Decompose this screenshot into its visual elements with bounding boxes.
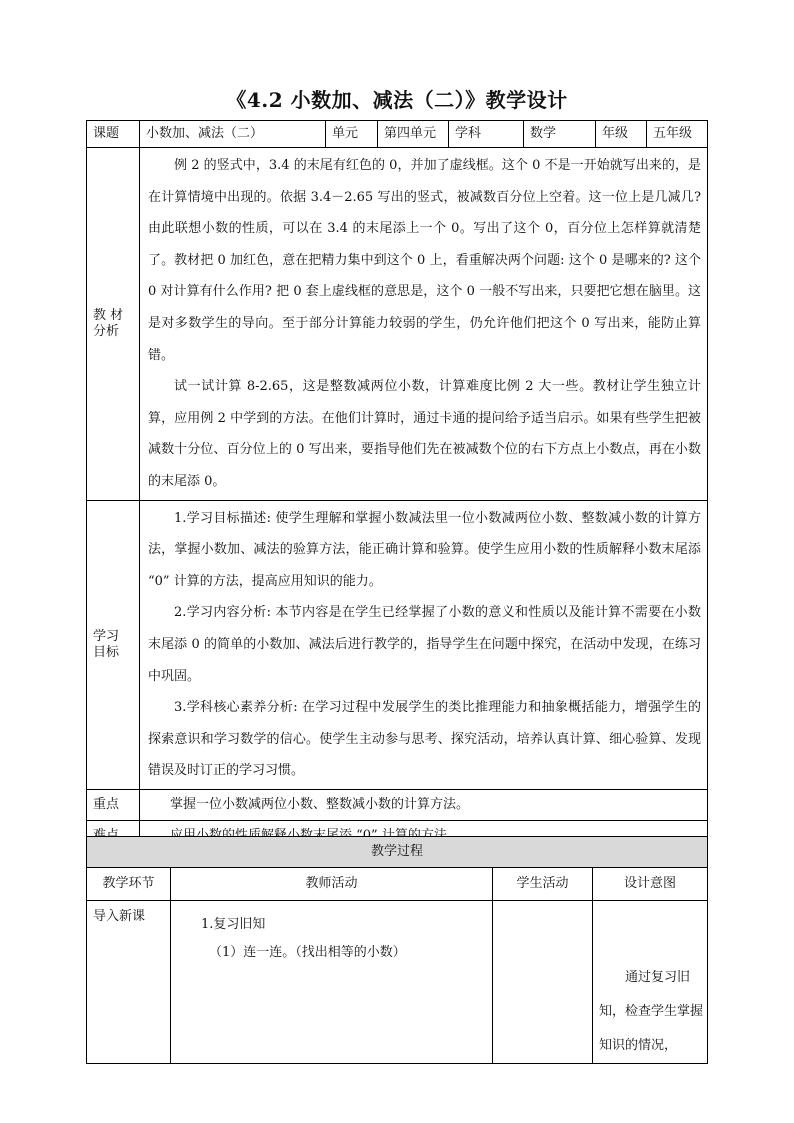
analysis-label-line1: 教 材 — [93, 308, 124, 324]
process-heading: 教学过程 — [87, 837, 708, 868]
unit-label: 单元 — [326, 121, 378, 148]
process-columns-row — [87, 868, 708, 901]
goals-row — [87, 500, 708, 789]
stage-cell: 导入新课 — [87, 901, 171, 1064]
column-header-teacher: 教师活动 — [171, 868, 493, 901]
grade-value: 五年级 — [647, 121, 708, 148]
lesson-plan-table — [86, 120, 708, 852]
column-header-student: 学生活动 — [493, 868, 593, 901]
page-title: 《4.2 小数加、减法（二）》教学设计 — [226, 88, 568, 112]
subject-label: 学科 — [449, 121, 524, 148]
goals-paragraph-3: 3.学科核心素养分析: 在学习过程中发展学生的类比推理能力和抽象概括能力，增强学生的探索意识和学习数学的信心。使学生主动参与思考、探究活动，培养认真计算、细心验算、发现错误及时订正的学习习惯。 — [148, 700, 701, 779]
key-point-label: 重点 — [87, 789, 140, 820]
process-heading-row — [87, 837, 708, 868]
topic-value: 小数加、减法（二） — [140, 121, 326, 148]
unit-value: 第四单元 — [378, 121, 449, 148]
key-point-row — [87, 789, 708, 820]
column-header-intent: 设计意图 — [593, 868, 708, 901]
goals-label-line1: 学习 — [93, 629, 120, 645]
subject-value: 数学 — [524, 121, 596, 148]
header-row — [87, 121, 708, 148]
design-intent-cell — [593, 901, 708, 1064]
topic-label: 课题 — [87, 121, 140, 148]
student-activity-cell — [493, 901, 593, 1064]
grade-label: 年级 — [596, 121, 647, 148]
teacher-activity-line-1: 1.复习旧知 — [201, 917, 266, 932]
goals-paragraph-2: 2.学习内容分析: 本节内容是在学生已经掌握了小数的意义和性质以及能计算不需要在小数末尾添 0 的简单的小数加、减法后进行教学的，指导学生在问题中探究，在活动中发现，在练习中巩固。 — [148, 605, 701, 684]
goals-content — [140, 500, 708, 789]
goals-label-line2: 目标 — [93, 644, 120, 660]
analysis-label — [87, 148, 140, 501]
teacher-activity-cell — [171, 901, 493, 1064]
teacher-activity-line-2: （1）连一连。（找出相等的小数） — [209, 945, 406, 960]
column-header-stage: 教学环节 — [87, 868, 171, 901]
process-row — [87, 901, 708, 1064]
analysis-row — [87, 148, 708, 501]
analysis-content — [140, 148, 708, 501]
analysis-paragraph-1: 例 2 的竖式中，3.4 的末尾有红色的 0，并加了虚线框。这个 0 不是一开始就写出来的，是在计算情境中出现的。依据 3.4－2.65 写出的竖式，被减数百分位上空着。这一位上是几减几?由此联想小数的性质，可以在 3.4 的末尾添上一个 0。写出了这个 0，百分位上怎样算就清楚了。教材把 0 加红色，意在把精力集中到这个 0 上，看重解决两个问题: 这个 0 是哪来的? 这个 0 对计算有什么作用? 把 0 套上虚线框的意思是，这个 0 一般不写出来，只要把它想在脑里。这是对多数学生的导向。至于部分计算能力较弱的学生，仍允许他们把这个 0 写出来，能防止算错。 — [148, 158, 701, 363]
design-intent-text: 通过复习旧知，检查学生掌握知识的情况， — [599, 970, 704, 1053]
process-table — [86, 836, 708, 1064]
key-point-text: 掌握一位小数减两位小数、整数减小数的计算方法。 — [140, 789, 708, 820]
analysis-label-line2: 分析 — [93, 323, 120, 339]
goals-paragraph-1: 1.学习目标描述: 使学生理解和掌握小数减法里一位小数减两位小数、整数减小数的计算方法，掌握小数加、减法的验算方法，能正确计算和验算。使学生应用小数的性质解释小数末尾添 “0” 计算的方法，提高应用知识的能力。 — [148, 510, 701, 589]
goals-label — [87, 500, 140, 789]
analysis-paragraph-2: 试一试计算 8-2.65，这是整数减两位小数，计算难度比例 2 大一些。教材让学生独立计算，应用例 2 中学到的方法。在他们计算时，通过卡通的提问给予适当启示。如果有些学生把被减数十分位、百分位上的 0 写出来，要指导他们先在被减数个位的右下方点上小数点，再在小数的末尾添 0。 — [148, 379, 701, 489]
